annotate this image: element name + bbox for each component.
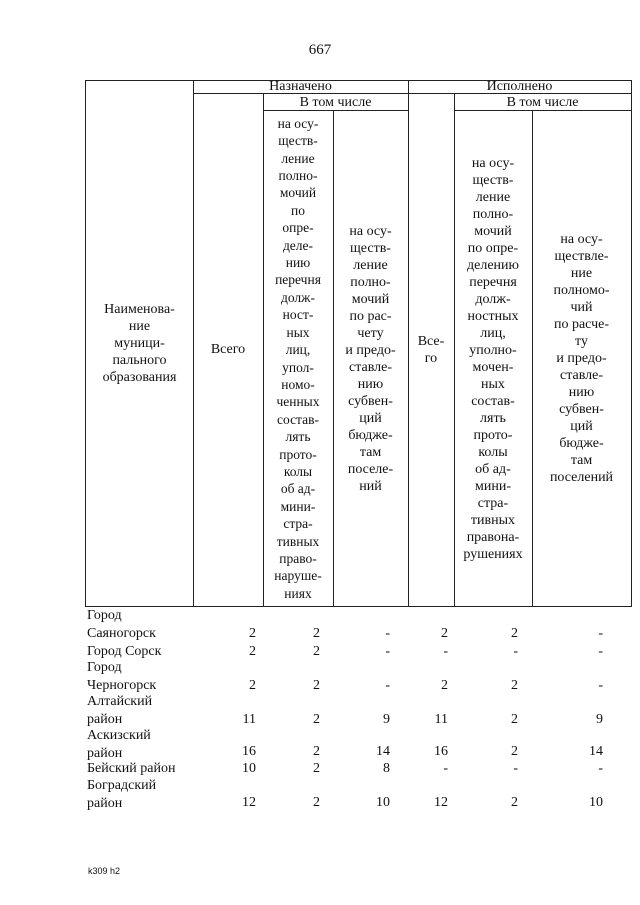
cell-total-assigned: 10 — [242, 761, 256, 776]
cell-subventions-assigned: 10 — [376, 795, 390, 810]
cell-total-executed: - — [443, 644, 448, 659]
header-protocols-assigned: на осу- ществ- ление полно- мочий по опре- деле- нию перечня долж- ност- ных лиц, упол- номо- ченных состав- лять прото- колы об ад- мини- стра- тивных право- наруше- ниях — [274, 115, 322, 601]
row-name: Город Саяногорск — [87, 608, 156, 641]
cell-protocols-executed: 2 — [511, 712, 518, 727]
row-name: Бейский район — [87, 761, 176, 776]
cell-total-assigned: 16 — [242, 744, 256, 759]
cell-subventions-executed: 10 — [589, 795, 603, 810]
cell-protocols-assigned: 2 — [313, 761, 320, 776]
cell-protocols-executed: - — [513, 644, 518, 659]
cell-total-assigned: 12 — [242, 795, 256, 810]
cell-protocols-executed: 2 — [511, 795, 518, 810]
row-name: Алтайский район — [87, 694, 153, 727]
row-name: Город Черногорск — [87, 660, 157, 693]
cell-protocols-executed: 2 — [511, 744, 518, 759]
cell-protocols-executed: - — [513, 761, 518, 776]
cell-protocols-executed: 2 — [511, 626, 518, 641]
cell-subventions-executed: 9 — [596, 712, 603, 727]
cell-subventions-assigned: - — [385, 626, 390, 641]
cell-total-assigned: 11 — [242, 712, 256, 727]
cell-subventions-assigned: 14 — [376, 744, 390, 759]
header-total-assigned: Всего — [210, 342, 246, 357]
table-header — [85, 80, 632, 607]
cell-subventions-assigned: - — [385, 644, 390, 659]
header-assigned: Назначено — [269, 78, 332, 94]
cell-total-executed: 2 — [441, 626, 448, 641]
cell-total-executed: 12 — [434, 795, 448, 810]
cell-subventions-executed: - — [598, 761, 603, 776]
cell-total-assigned: 2 — [249, 678, 256, 693]
cell-protocols-assigned: 2 — [313, 712, 320, 727]
row-name: Боградский район — [87, 778, 157, 811]
header-including-executed: В том числе — [506, 94, 579, 110]
page-number: 667 — [308, 42, 332, 58]
cell-subventions-executed: - — [598, 678, 603, 693]
cell-subventions-assigned: 9 — [383, 712, 390, 727]
header-subventions-executed: на осу- ществле- ние полномо- чий по расче- ту и предо- ставле- нию субвен- ций бюдже- там поселений — [549, 232, 614, 485]
cell-protocols-executed: 2 — [511, 678, 518, 693]
cell-subventions-executed: - — [598, 644, 603, 659]
cell-protocols-assigned: 2 — [313, 744, 320, 759]
cell-protocols-assigned: 2 — [313, 626, 320, 641]
row-name: Аскизский район — [87, 728, 151, 761]
cell-protocols-assigned: 2 — [313, 795, 320, 810]
row-name: Город Сорск — [87, 644, 162, 659]
header-protocols-executed: на осу- ществ- ление полно- мочий по опре- делению перечня долж- ностных лиц, уполно- мочен- ных состав- лять прото- колы об ад- мини- стра- тивных правона- рушениях — [463, 155, 523, 562]
cell-total-executed: 2 — [441, 678, 448, 693]
header-total-executed: Все- го — [417, 333, 445, 366]
cell-subventions-assigned: - — [385, 678, 390, 693]
header-executed: Исполнено — [486, 78, 553, 94]
cell-subventions-assigned: 8 — [383, 761, 390, 776]
cell-subventions-executed: 14 — [589, 744, 603, 759]
cell-protocols-assigned: 2 — [313, 644, 320, 659]
header-subventions-assigned: на осу- ществ- ление полно- мочий по рас- чету и предо- ставле- нию субвен- ций бюдже- там поселе- ний — [345, 223, 396, 494]
footer-code: k309 h2 — [88, 866, 121, 876]
cell-total-assigned: 2 — [249, 626, 256, 641]
cell-total-executed: - — [443, 761, 448, 776]
cell-total-executed: 16 — [434, 744, 448, 759]
header-including-assigned: В том числе — [299, 94, 372, 110]
cell-protocols-assigned: 2 — [313, 678, 320, 693]
cell-total-executed: 11 — [434, 712, 448, 727]
cell-total-assigned: 2 — [249, 644, 256, 659]
header-municipality: Наименова- ние муници- пального образования — [102, 302, 177, 385]
cell-subventions-executed: - — [598, 626, 603, 641]
